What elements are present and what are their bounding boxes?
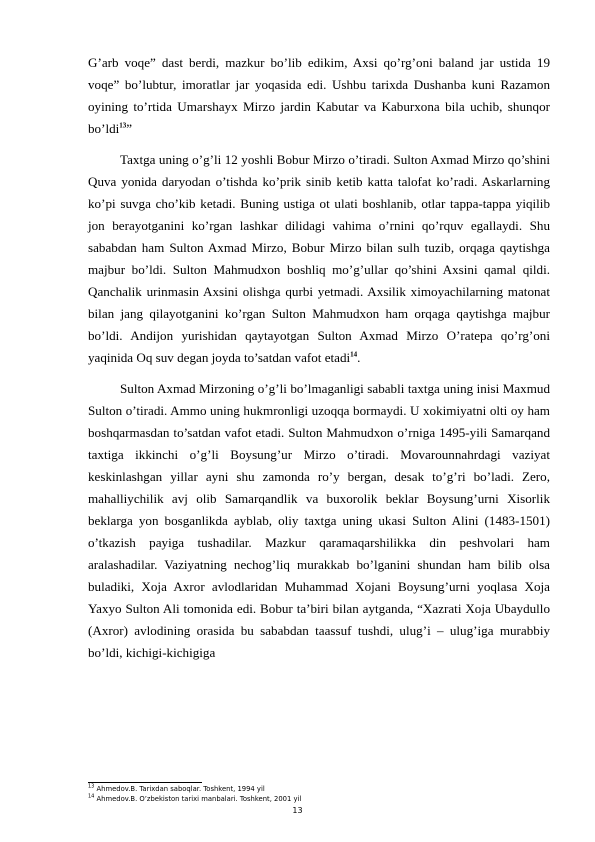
paragraph-text: Taxtga uning o’g’li 12 yoshli Bobur Mirzo o’tiradi. Sulton Axmad Mirzo qo’shini Quva yonida daryodan o’tishda ko’prik sinib ketib katta talofat ko’radi. Askarlarning ko’pi suvga cho’kib ketadi. Buning ustiga ot ulati boshlanib, otlar tappa-tappa yiqilib jon berayotganini ko’rgan lashkar dilidagi vahima o’rnini qo’rquv egallaydi. Shu sababdan ham Sulton Axmad Mirzo, Bobur Mirzo bilan sulh tuzib, orqaga qaytishga majbur bo’ldi. Sulton Mahmudxon boshliq mo’g’ullar qo’shini Axsini qamal qildi. Qanchalik urinmasin Axsini olishga qurbi yetmadi. Axsilik ximoyachilarning matonat bilan jang qilayotganini ko’rgan Sulton Mahmudxon ham orqaga qaytishga majbur bo’ldi. Andijon yurishidan qaytayotgan Sulton Axmad Mirzo O’ratepa qo’rg’oni yaqinida Oq suv degan joyda to’satdan vafot etadi [88,152,550,365]
footnote-number: 14 [88,793,95,800]
paragraph-1 [88,149,550,369]
body-text [88,52,550,664]
paragraph-text: Sulton Axmad Mirzoning o’g’li bo’lmaganligi sababli taxtga uning inisi Maxmud Sulton o’tiradi. Ammo uning hukmronligi uzoqqa bormaydi. U xokimiyatni olti oy ham boshqarmasdan to’satdan vafot etadi. Sulton Mahmudxon o’rniga 1495-yili Samarqand taxtiga ikkinchi o’g’li Boysung’ur Mirzo o’tiradi. Movarounnahrdagi vaziyat keskinlashgan yillar ayni shu zamonda ro’y bergan, desak to’g’ri bo’ladi. Zero, mahalliychilik avj olib Samarqandlik va buxorolik beklar Boysung’urni Xisorlik beklarga yon bosganlikda ayblab, oliy taxtga uning ukasi Sulton Alini (1483-1501) o’tkazish payiga tushadilar. Mazkur qaramaqarshilikka din peshvolari ham aralashadilar. Vaziyatning nechog’liq murakkab bo’lganini shundan ham bilib olsa buladiki, Xoja Axror avlodlaridan Muhammad Xojani Boysung’urni yoqlasa Xoja Yaxyo Sulton Ali tomonida edi. Bobur ta’biri bilan aytganda, “Xazrati Xoja Ubaydullo (Axror) avlodining orasida bu sababdan taassuf tushdi, ulug’i – ulug’iga murabbiy bo’ldi, kichigi-kichigiga [88,381,550,660]
footnote-text: Ahmedov.B. O’zbekiston tarixi manbalari. Toshkent, 2001 yil [94,795,302,803]
paragraph-2 [88,378,550,664]
footnotes [88,784,550,804]
footnote-item [88,794,550,804]
footnote-ref-14[interactable]: 14 [350,350,358,359]
paragraph-text: G’arb voqe” dast berdi, mazkur bo’lib edikim, Axsi qo’rg’oni baland jar ustida 19 voqe” bo’lubtur, imoratlar jar yoqasida edi. Ushbu tarixda Dushanba kuni Razamon oyining to’rtida Umarshayx Mirzo jardin Kabutar va Kaburxona bila uchib, shunqor bo’ldi [88,55,550,136]
footnote-number: 13 [88,783,95,790]
footnote-divider [88,782,202,783]
paragraph-tail: . [357,350,361,365]
footnote-text: Ahmedov.B. Tarixdan saboqlar. Toshkent, 1994 yil [94,785,265,793]
page-number: 13 [292,806,303,815]
footnote-item [88,784,550,794]
paragraph-0 [88,52,550,140]
paragraph-tail: ” [126,121,133,136]
footnote-ref-13[interactable]: 13 [119,121,127,130]
